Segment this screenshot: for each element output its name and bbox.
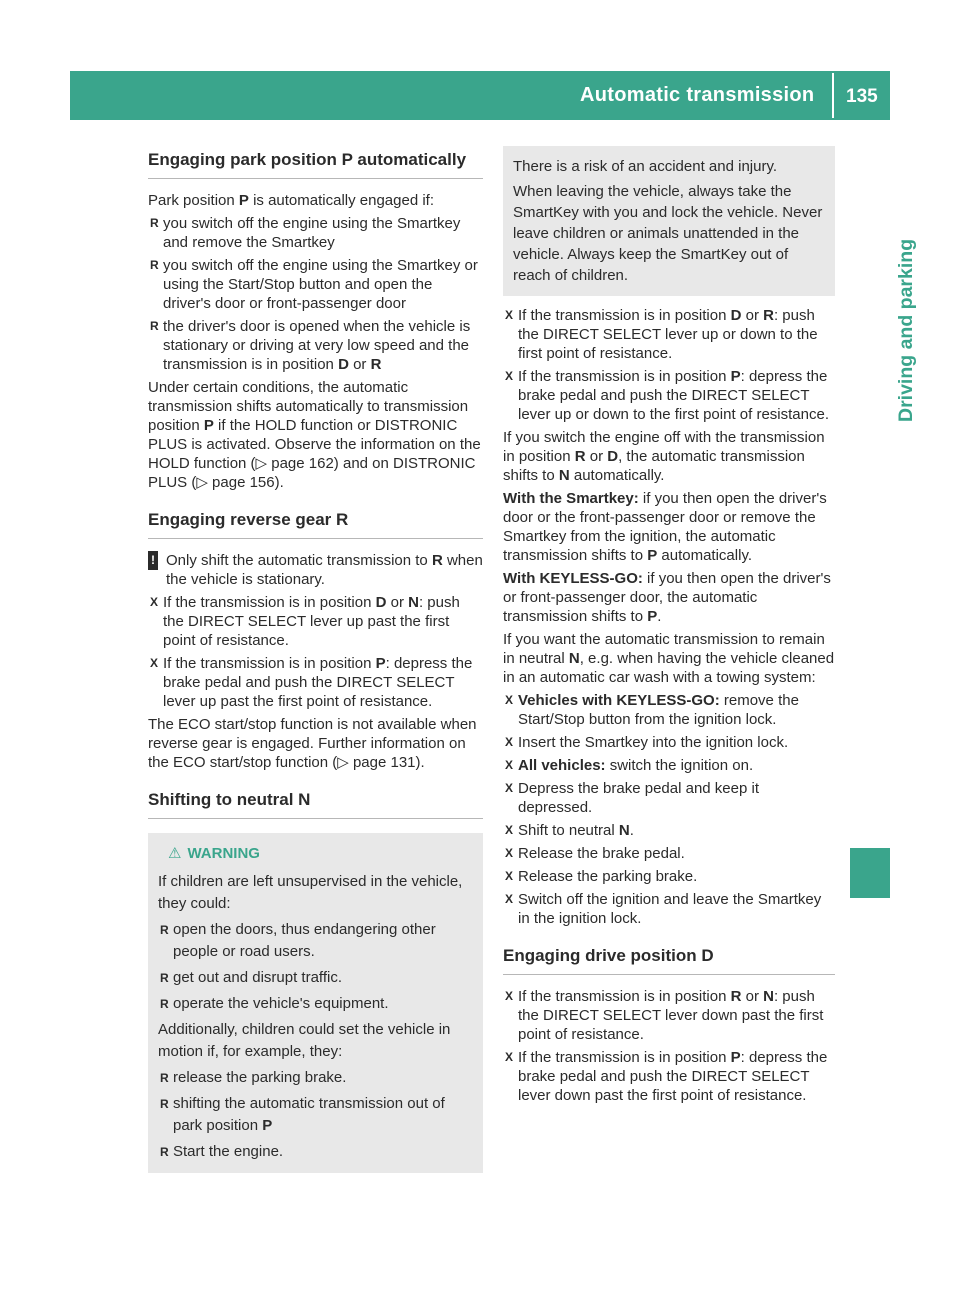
- text: open the doors, thus endangering other people or road users.: [173, 921, 436, 960]
- text: R: [431, 552, 443, 569]
- list-item: [158, 967, 473, 989]
- text: Switch off the ignition and leave the Smartkey in the ignition lock.: [518, 891, 822, 927]
- text: the driver's door is opened when the vehicle is stationary or driving at very low speed and the transmission is in position: [163, 318, 471, 373]
- step-item: [503, 367, 835, 424]
- warning-text: When leaving the vehicle, always take the SmartKey with you and lock the vehicle. Never leave children or animals unattended in the vehicle. Always keep the SmartKey out of reach of children.: [513, 183, 823, 284]
- text: D: [375, 594, 387, 611]
- text: Depress the brake pedal and keep it depressed.: [518, 780, 759, 816]
- warning-title: WARNING: [187, 845, 260, 862]
- text: Release the parking brake.: [518, 868, 698, 885]
- text: switch the ignition on.: [605, 757, 754, 774]
- paragraph: [503, 630, 835, 687]
- warning-icon: !: [148, 551, 158, 570]
- text: you switch off the engine using the Smartkey and remove the Smartkey: [163, 215, 461, 251]
- text: Only shift the automatic transmission to: [166, 552, 432, 569]
- left-column: [148, 150, 483, 1173]
- text: If the transmission is in position: [163, 594, 376, 611]
- text: P: [647, 547, 658, 564]
- paragraph: [503, 569, 835, 626]
- step-arrow-icon: X: [505, 735, 514, 749]
- step-item: [503, 691, 835, 729]
- text: Park position: [148, 192, 239, 209]
- text: if you then open the driver's door or the front-passenger door or remove the Smartkey from the ignition, the automatic transmission shifts to: [503, 490, 827, 564]
- list-item: [158, 1067, 473, 1089]
- step-item: [503, 987, 835, 1044]
- step-arrow-icon: X: [150, 595, 159, 609]
- step-item: [503, 890, 835, 928]
- bullet-icon: R: [160, 971, 169, 985]
- step-arrow-icon: X: [505, 823, 514, 837]
- text: N: [408, 594, 419, 611]
- text: : push the DIRECT SELECT lever up or down to the first point of resistance.: [518, 307, 818, 362]
- text: : push the DIRECT SELECT lever up past the first point of resistance.: [163, 594, 460, 649]
- step-arrow-icon: X: [505, 1050, 514, 1064]
- text: : depress the brake pedal and push the DIRECT SELECT lever up or down to the first point of resistance.: [518, 368, 829, 423]
- bullet-icon: R: [160, 1097, 169, 1111]
- text: P: [238, 192, 249, 209]
- step-item: [503, 733, 835, 752]
- step-arrow-icon: X: [505, 869, 514, 883]
- text: Shift to neutral: [518, 822, 619, 839]
- text: R: [370, 356, 382, 373]
- list-item: [158, 1093, 473, 1137]
- text: P: [375, 655, 386, 672]
- side-tab-label: Driving and parking: [895, 238, 917, 422]
- text: automatically.: [569, 467, 665, 484]
- text: is automatically engaged if:: [248, 192, 435, 209]
- text: remove the Start/Stop button from the ignition lock.: [518, 692, 799, 728]
- park-paragraph: [148, 378, 483, 492]
- step-arrow-icon: X: [505, 846, 514, 860]
- step-arrow-icon: X: [505, 693, 514, 707]
- text: if you then open the driver's or front-passenger door, the automatic transmission shifts to: [503, 570, 831, 625]
- text: N: [558, 467, 570, 484]
- text: P: [647, 608, 658, 625]
- text: Release the brake pedal.: [518, 845, 685, 862]
- text: , e.g. when having the vehicle cleaned in an automatic car wash with a towing system:: [503, 650, 835, 686]
- text: or: [741, 988, 764, 1005]
- text: operate the vehicle's equipment.: [173, 995, 389, 1012]
- step-item: [503, 756, 835, 775]
- step-item: [503, 844, 835, 863]
- text: .: [657, 608, 662, 625]
- text: or: [386, 594, 409, 611]
- step-item: [148, 654, 483, 711]
- right-column: [503, 150, 835, 1105]
- step-arrow-icon: X: [505, 308, 514, 322]
- text: when the vehicle is stationary.: [166, 552, 483, 588]
- page-number: 135: [846, 86, 878, 107]
- park-intro: [148, 191, 483, 210]
- text: R: [763, 307, 774, 324]
- paragraph: [503, 428, 835, 485]
- text: N: [763, 988, 774, 1005]
- heading-reverse-gear: Engaging reverse gear R: [148, 510, 483, 539]
- text: If the transmission is in position: [518, 368, 731, 385]
- step-arrow-icon: X: [150, 656, 159, 670]
- text: All vehicles:: [518, 757, 606, 774]
- text: if the HOLD function or DISTRONIC PLUS is activated. Observe the information on the HOLD function (▷ page 162) and on DISTRONIC PLUS (▷ page 156).: [148, 417, 481, 491]
- warning-text: If children are left unsupervised in the vehicle, they could:: [158, 873, 463, 912]
- text: If you want the automatic transmission to remain in neutral: [503, 631, 825, 667]
- text: get out and disrupt traffic.: [173, 969, 342, 986]
- text: N: [568, 650, 580, 667]
- text: If the transmission is in position: [518, 988, 731, 1005]
- text: P: [730, 368, 741, 385]
- list-item: [148, 317, 483, 374]
- text: N: [618, 822, 630, 839]
- text: Start the engine.: [173, 1143, 284, 1160]
- warning-text: There is a risk of an accident and injury.: [513, 158, 778, 175]
- step-item: [503, 779, 835, 817]
- text: automatically.: [657, 547, 752, 564]
- step-item: [503, 867, 835, 886]
- text: D: [338, 356, 349, 373]
- text: P: [203, 417, 214, 434]
- step-arrow-icon: X: [505, 892, 514, 906]
- text: D: [730, 307, 742, 324]
- text: If the transmission is in position: [163, 655, 376, 672]
- text: If you switch the engine off with the transmission in position: [503, 429, 825, 465]
- step-item: [503, 306, 835, 363]
- text: P: [730, 1049, 741, 1066]
- text: or: [585, 448, 608, 465]
- bullet-icon: R: [160, 923, 169, 937]
- text: .: [629, 822, 634, 839]
- paragraph: [503, 489, 835, 565]
- warning-box-continued: [503, 146, 835, 296]
- text: With the Smartkey:: [503, 490, 639, 507]
- note-item: [148, 551, 483, 589]
- side-tab-marker: [850, 848, 890, 898]
- list-item: [148, 256, 483, 313]
- step-item: [148, 593, 483, 650]
- bullet-icon: R: [150, 216, 159, 230]
- header-divider: [832, 73, 834, 118]
- text: Under certain conditions, the automatic transmission shifts automatically to transmission position: [148, 379, 469, 434]
- list-item: [148, 214, 483, 252]
- text: release the parking brake.: [173, 1069, 347, 1086]
- bullet-icon: R: [160, 997, 169, 1011]
- warning-text: Additionally, children could set the vehicle in motion if, for example, they:: [158, 1021, 451, 1060]
- text: If the transmission is in position: [518, 1049, 731, 1066]
- text: you switch off the engine using the Smartkey or using the Start/Stop button and open the driver's door or front-passenger door: [163, 257, 478, 312]
- warning-box: [148, 833, 483, 1173]
- warning-header: [158, 843, 473, 865]
- text: With KEYLESS-GO:: [503, 570, 643, 587]
- warning-triangle-icon: ⚠: [168, 845, 182, 862]
- text: : depress the brake pedal and push the DIRECT SELECT lever up past the first point of resistance.: [163, 655, 473, 710]
- bullet-icon: R: [150, 319, 159, 333]
- text: or: [348, 356, 371, 373]
- text: : push the DIRECT SELECT lever down past the first point of resistance.: [518, 988, 824, 1043]
- list-item: [158, 919, 473, 963]
- bullet-icon: R: [160, 1071, 169, 1085]
- text: shifting the automatic transmission out of park position: [173, 1095, 445, 1134]
- text: If the transmission is in position: [518, 307, 731, 324]
- bullet-icon: R: [160, 1145, 169, 1159]
- step-arrow-icon: X: [505, 781, 514, 795]
- text: , the automatic transmission shifts to: [503, 448, 805, 484]
- list-item: [158, 993, 473, 1015]
- list-item: [158, 1141, 473, 1163]
- page-title: Automatic transmission: [580, 84, 815, 106]
- step-arrow-icon: X: [505, 758, 514, 772]
- bullet-icon: R: [150, 258, 159, 272]
- step-item: [503, 1048, 835, 1105]
- text: Insert the Smartkey into the ignition lock.: [518, 734, 789, 751]
- step-arrow-icon: X: [505, 369, 514, 383]
- reverse-paragraph: The ECO start/stop function is not available when reverse gear is engaged. Further information on the ECO start/stop function (▷ page 131).: [148, 716, 477, 771]
- step-item: [503, 821, 835, 840]
- text: D: [607, 448, 619, 465]
- text: or: [741, 307, 764, 324]
- text: Vehicles with KEYLESS-GO:: [518, 692, 720, 709]
- heading-neutral: Shifting to neutral N: [148, 790, 483, 819]
- text: R: [574, 448, 586, 465]
- text: P: [262, 1117, 273, 1134]
- text: : depress the brake pedal and push the DIRECT SELECT lever down past the first point of resistance.: [518, 1049, 828, 1104]
- text: R: [730, 988, 742, 1005]
- step-arrow-icon: X: [505, 989, 514, 1003]
- heading-drive-position: Engaging drive position D: [503, 946, 835, 975]
- heading-park-position: Engaging park position P automatically: [148, 150, 483, 179]
